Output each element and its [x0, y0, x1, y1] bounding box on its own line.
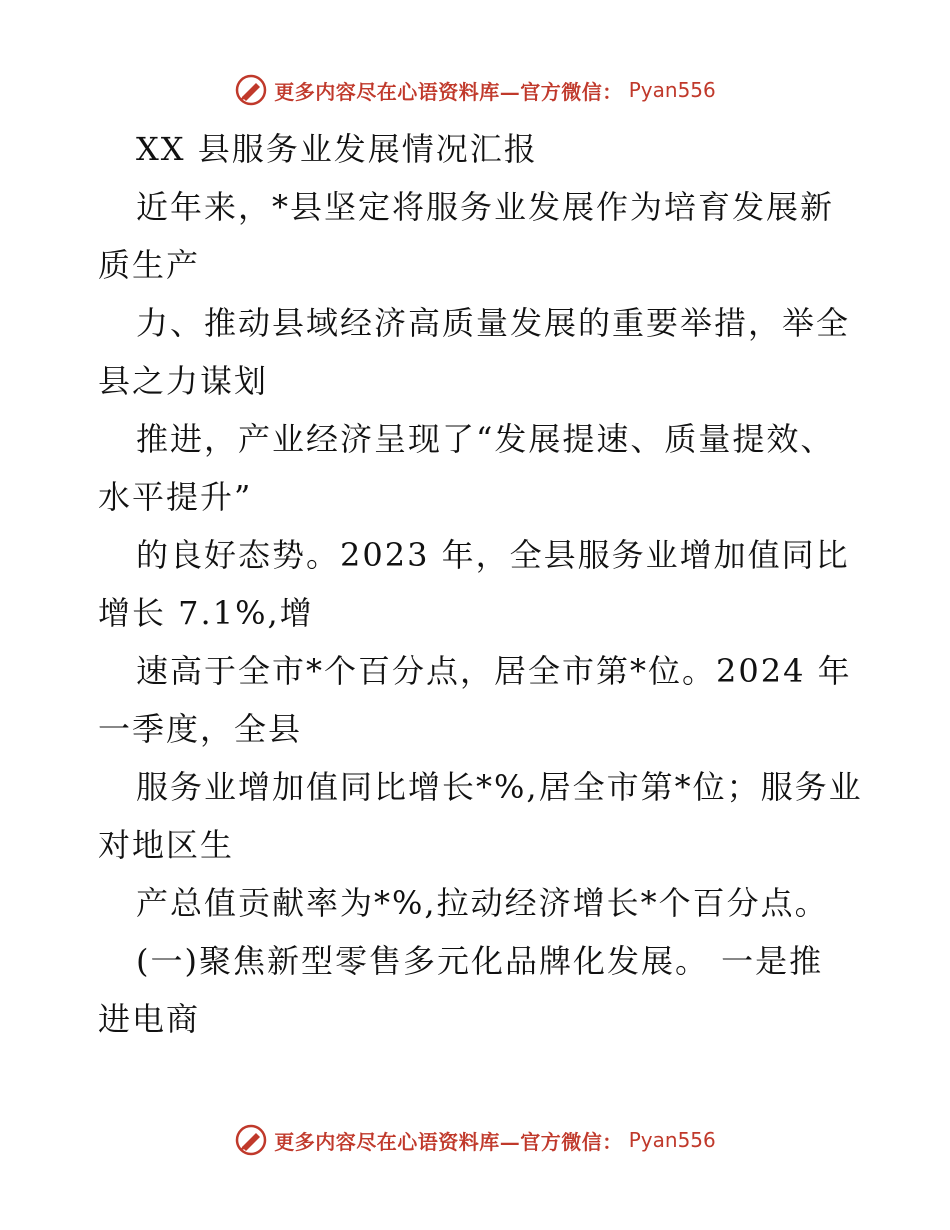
document-line: 增长 7.1%,增: [98, 594, 314, 632]
pen-logo-icon: [234, 1123, 268, 1157]
document-line: 服务业增加值同比增长*%,居全市第*位；服务业: [136, 768, 863, 806]
document-line: XX 县服务业发展情况汇报: [136, 130, 538, 168]
document-line: 质生产: [98, 246, 201, 284]
document-line: 对地区生: [98, 826, 235, 864]
watermark-header: [0, 70, 950, 110]
watermark-wechat-id: Pyan556: [628, 1128, 716, 1152]
document-line: 一季度，全县: [98, 710, 303, 748]
document-line: 水平提升”: [98, 478, 253, 516]
pen-logo-icon: [234, 73, 268, 107]
document-line: 的良好态势。2023 年，全县服务业增加值同比: [136, 536, 850, 574]
document-line: 近年来，*县坚定将服务业发展作为培育发展新: [136, 188, 835, 226]
watermark-text: 更多内容尽在心语资料库—官方微信：: [274, 79, 623, 104]
document-line: 速高于全市*个百分点，居全市第*位。2024 年: [136, 652, 852, 690]
document-line: 进电商: [98, 1000, 201, 1038]
document-line: 产总值贡献率为*%,拉动经济增长*个百分点。: [136, 884, 829, 922]
document-line: 推进，产业经济呈现了“发展提速、质量提效、: [136, 420, 835, 458]
document-line: 县之力谋划: [98, 362, 269, 400]
document-line: 力、推动县域经济高质量发展的重要举措，举全: [136, 304, 851, 342]
document-body: [98, 120, 863, 1048]
document-line: (一)聚焦新型零售多元化品牌化发展。 一是推: [136, 942, 824, 980]
watermark-text: 更多内容尽在心语资料库—官方微信：: [274, 1129, 623, 1154]
watermark-footer: [0, 1120, 950, 1160]
watermark-wechat-id: Pyan556: [628, 78, 716, 102]
